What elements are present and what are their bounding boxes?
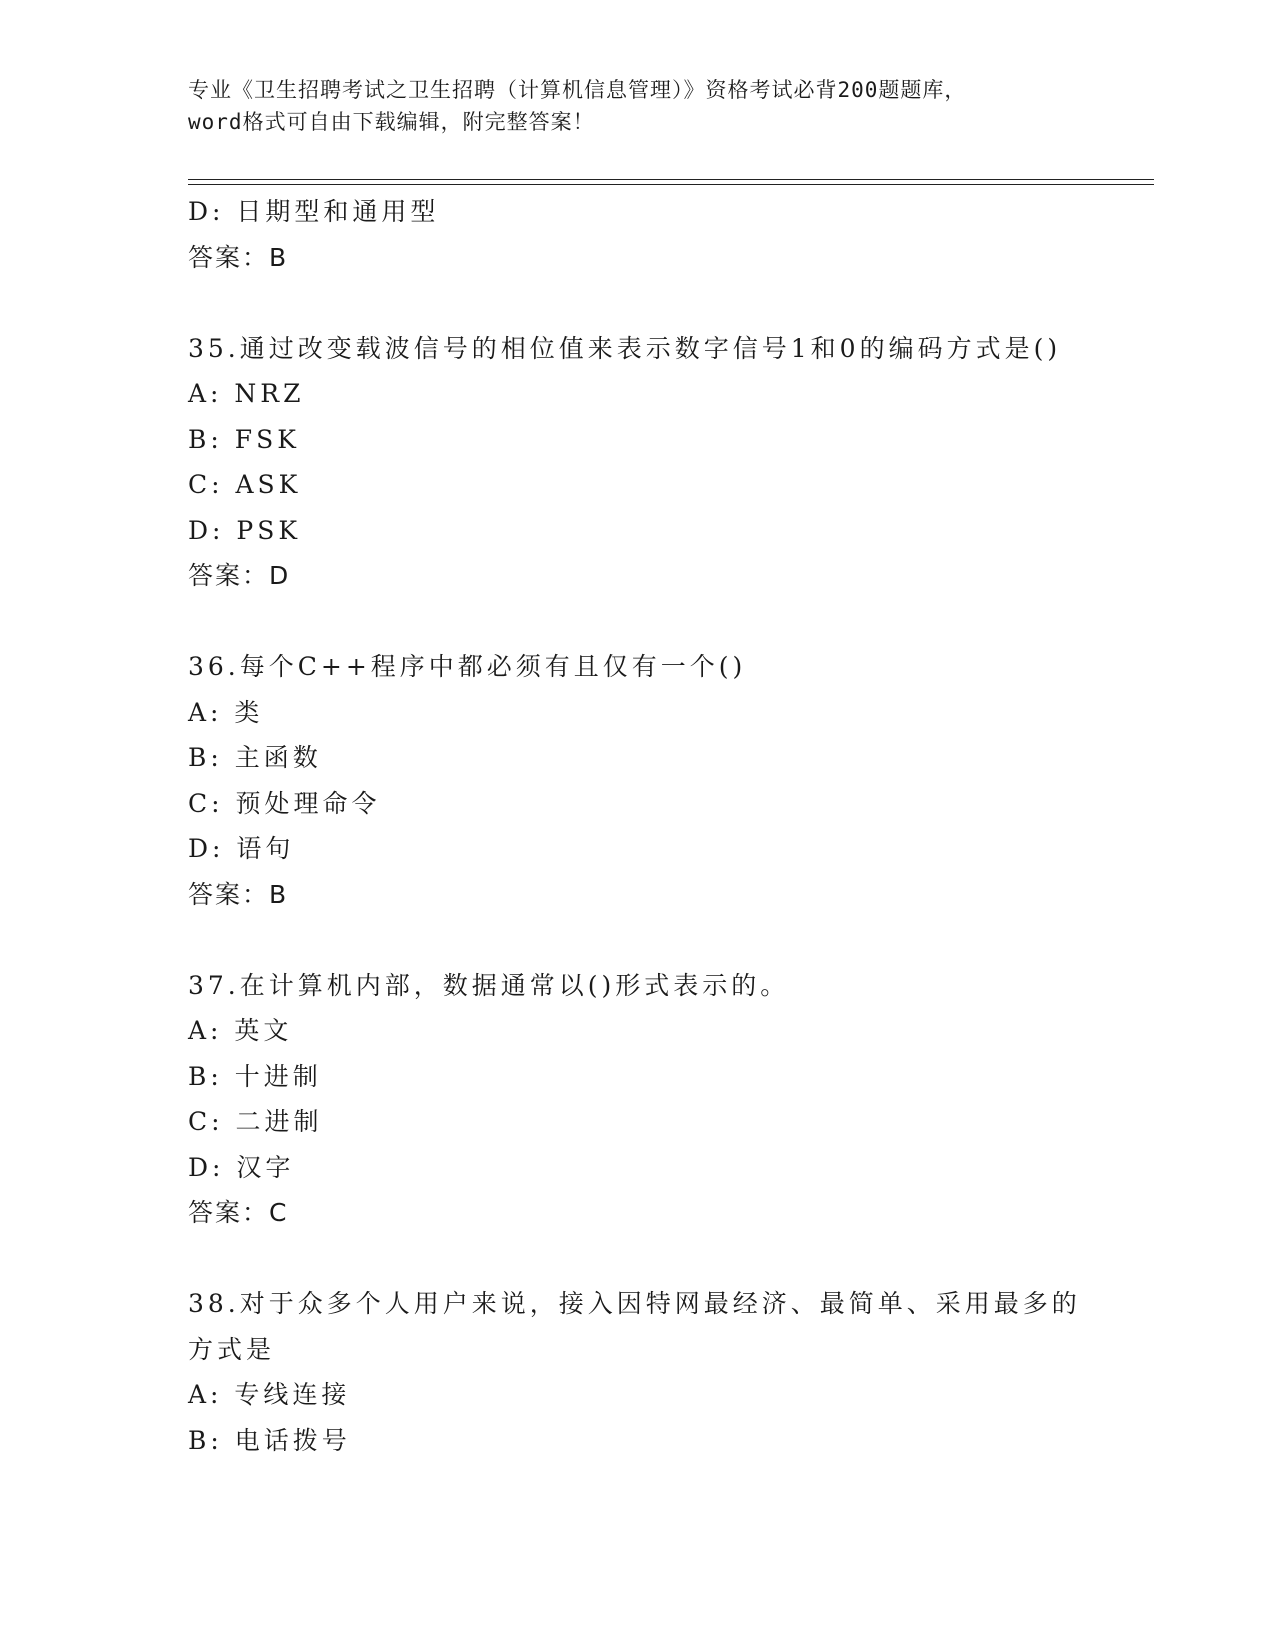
spacer (188, 917, 1088, 963)
question-36 (188, 644, 1088, 917)
question-stem-continued: 方式是 (188, 1334, 276, 1364)
option-a: A: 类 (188, 697, 264, 727)
header-divider-bottom (188, 184, 1154, 185)
option-a: A: NRZ (188, 379, 305, 408)
option-c: C: 预处理命令 (188, 788, 381, 818)
question-stem: 38.对于众多个人用户来说，接入因特网最经济、最简单、采用最多的 (188, 1289, 1081, 1318)
page-header (188, 74, 1088, 138)
option-b: B: 电话拨号 (188, 1425, 351, 1455)
question-38 (188, 1281, 1088, 1463)
question-37 (188, 963, 1088, 1236)
question-35 (188, 326, 1088, 599)
option-a: A: 英文 (188, 1016, 293, 1045)
spacer (188, 280, 1088, 326)
option-c: C: 二进制 (188, 1107, 323, 1136)
option-b: B: 十进制 (188, 1061, 322, 1091)
question-stem: 36.每个C++程序中都必须有且仅有一个() (188, 652, 747, 681)
option-b: B: FSK (188, 424, 300, 454)
question-stem: 35.通过改变载波信号的相位值来表示数字信号1和0的编码方式是() (188, 333, 1062, 363)
header-title-line-1: 专业《卫生招聘考试之卫生招聘（计算机信息管理）》资格考试必背200题题库， (188, 78, 967, 102)
header-divider-top (188, 179, 1154, 180)
option-c: C: ASK (188, 470, 302, 499)
option-d: D: 语句 (188, 834, 295, 863)
option-a: A: 专线连接 (188, 1380, 351, 1409)
answer-line: 答案：D (188, 561, 291, 590)
question-34-continuation (188, 189, 1088, 280)
answer-line: 答案：B (188, 879, 289, 909)
spacer (188, 1236, 1088, 1282)
question-stem: 37.在计算机内部，数据通常以()形式表示的。 (188, 970, 790, 1000)
option-d: D: 汉字 (188, 1152, 295, 1182)
option-b: B: 主函数 (188, 743, 322, 772)
option-d: D: PSK (188, 515, 302, 545)
option-d: D: 日期型和通用型 (188, 197, 440, 226)
answer-line: 答案：C (188, 1198, 289, 1227)
answer-line: 答案：B (188, 242, 289, 272)
question-list (188, 189, 1088, 1463)
spacer (188, 599, 1088, 645)
header-title-line-2: word格式可自由下载编辑，附完整答案！ (188, 110, 595, 134)
